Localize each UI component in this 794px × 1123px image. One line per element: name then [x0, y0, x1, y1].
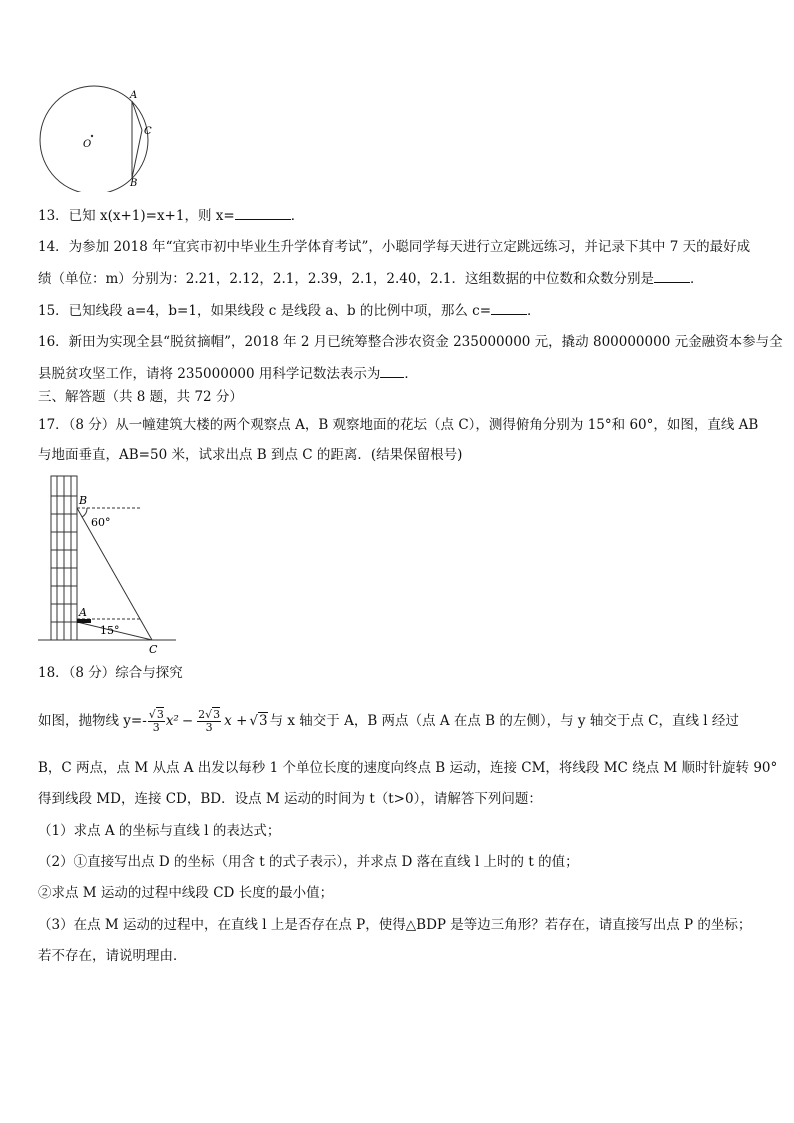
question-18-part2 — [38, 853, 579, 871]
label-c: C — [144, 126, 152, 137]
question-18-part1-text: （1）求点 A 的坐标与直线 l 的表达式； — [38, 823, 281, 839]
question-13-end: ． — [290, 208, 305, 224]
label-b: B — [130, 178, 138, 189]
question-17-line1 — [38, 416, 758, 434]
circle-figure — [34, 84, 164, 192]
question-18-text3: 得到线段 MD，连接 CD，BD．设点 M 运动的时间为 t（t>0），请解答下列问题： — [38, 791, 542, 807]
question-14-line1 — [38, 238, 750, 256]
minus-sign: − — [181, 713, 194, 729]
center-point — [91, 135, 93, 137]
question-16-line1 — [38, 333, 783, 351]
question-18-part3b — [38, 947, 187, 965]
fraction-sqrt3-over-3 — [148, 709, 165, 734]
question-14-text1: 14．为参加 2018 年“宜宾市初中毕业生升学体育考试”，小聪同学每天进行立定跳远练习，并记录下其中 7 天的最好成 — [38, 239, 751, 255]
label-a: A — [130, 90, 138, 101]
question-18-part3-text: （3）在点 M 运动的过程中，在直线 l 上是否存在点 P，使得△BDP 是等边三角形？若存在，请直接写出点 P 的坐标； — [38, 917, 752, 933]
label-c-building: C — [149, 643, 158, 656]
question-16-line2 — [38, 365, 418, 383]
building-grid — [51, 476, 77, 640]
answer-blank-13 — [235, 207, 291, 220]
building-figure — [36, 474, 186, 656]
question-13 — [38, 207, 304, 225]
chord-cb — [132, 130, 142, 178]
question-14-end: ． — [689, 271, 704, 287]
question-18-part2b — [38, 884, 333, 902]
label-angle-60: 60° — [91, 516, 111, 529]
question-17-line2 — [38, 446, 462, 464]
question-16-text2: 县脱贫攻坚工作，请将 235000000 用科学记数法表示为 — [38, 366, 381, 382]
question-13-text: 13．已知 x(x+1)=x+1，则 x= — [38, 208, 235, 224]
sqrt-3-a: 3 — [156, 707, 164, 721]
point-a-marker — [77, 619, 91, 623]
label-b-building: B — [79, 494, 88, 507]
term-x-plus: x + — [224, 713, 248, 729]
fraction-denominator-2: 3 — [205, 720, 213, 734]
label-o: O — [83, 139, 92, 150]
label-angle-15: 15° — [100, 624, 120, 637]
question-18-intro-pre: 如图，抛物线 y=- — [38, 713, 147, 729]
question-18-part2b-text: ②求点 M 运动的过程中线段 CD 长度的最小值； — [38, 885, 334, 901]
question-18-title-text: 18．（8 分）综合与探究 — [38, 665, 183, 681]
question-18-intro-post: 与 x 轴交于 A，B 两点（点 A 在点 B 的左侧），与 y 轴交于点 C，直线 l 经过 — [269, 713, 739, 729]
fraction-numerator-2: 2√3 — [198, 707, 221, 721]
question-15-end: ． — [527, 303, 541, 319]
question-18-part3b-text: 若不存在，请说明理由． — [38, 948, 187, 964]
question-18-line2 — [38, 759, 777, 777]
question-16-end: ． — [404, 366, 418, 382]
answer-blank-14 — [654, 270, 690, 283]
question-15-text: 15．已知线段 a=4，b=1，如果线段 c 是线段 a、b 的比例中项，那么 c= — [38, 303, 492, 319]
section-3-title-text: 三、解答题（共 8 题，共 72 分） — [38, 389, 243, 405]
coef-two: 2 — [198, 707, 206, 721]
question-14-line2 — [38, 270, 703, 288]
question-18-part1 — [38, 822, 280, 840]
fraction-denominator: 3 — [152, 720, 160, 734]
sqrt-3-b: 3 — [213, 707, 221, 721]
question-18-title — [38, 664, 183, 682]
question-17-text2: 与地面垂直，AB=50 米，试求出点 B 到点 C 的距离．(结果保留根号) — [38, 447, 463, 463]
sqrt-3-c: 3 — [259, 713, 268, 729]
question-18-text2: B，C 两点，点 M 从点 A 出发以每秒 1 个单位长度的速度向终点 B 运动，连接 CM，将线段 MC 绕点 M 顺时针旋转 90° — [38, 760, 778, 776]
question-15 — [38, 302, 541, 320]
question-16-text1: 16．新田为实现全县“脱贫摘帽”，2018 年 2 月已统筹整合涉农资金 235000000 元，撬动 800000000 元金融资本参与全 — [38, 334, 783, 350]
question-18-part3 — [38, 916, 751, 934]
term-x-squared: x² — [165, 713, 179, 729]
label-a-building: A — [79, 606, 87, 619]
const-sqrt3: √3 — [249, 713, 268, 729]
question-18-line3 — [38, 790, 542, 808]
question-18-part2-text: （2）①直接写出点 D 的坐标（用含 t 的式子表示），并求点 D 落在直线 l 上时的 t 的值； — [38, 854, 579, 870]
answer-blank-15 — [491, 302, 527, 315]
section-3-title — [38, 388, 243, 406]
question-14-text2: 绩（单位：m）分别为：2.21，2.12，2.1，2.39，2.1，2.40，2.1．这组数据的中位数和众数分别是 — [38, 271, 654, 287]
answer-blank-16 — [380, 365, 404, 378]
chord-ac — [132, 101, 142, 130]
question-17-text1: 17．（8 分）从一幢建筑大楼的两个观察点 A，B 观察地面的花坛（点 C），测得俯角分别为 15°和 60°，如图，直线 AB — [38, 417, 759, 433]
question-18-intro — [38, 704, 739, 738]
fraction-numerator: √3 — [148, 707, 164, 721]
angle-arc-60 — [82, 508, 87, 517]
fraction-2sqrt3-over-3 — [197, 709, 221, 734]
